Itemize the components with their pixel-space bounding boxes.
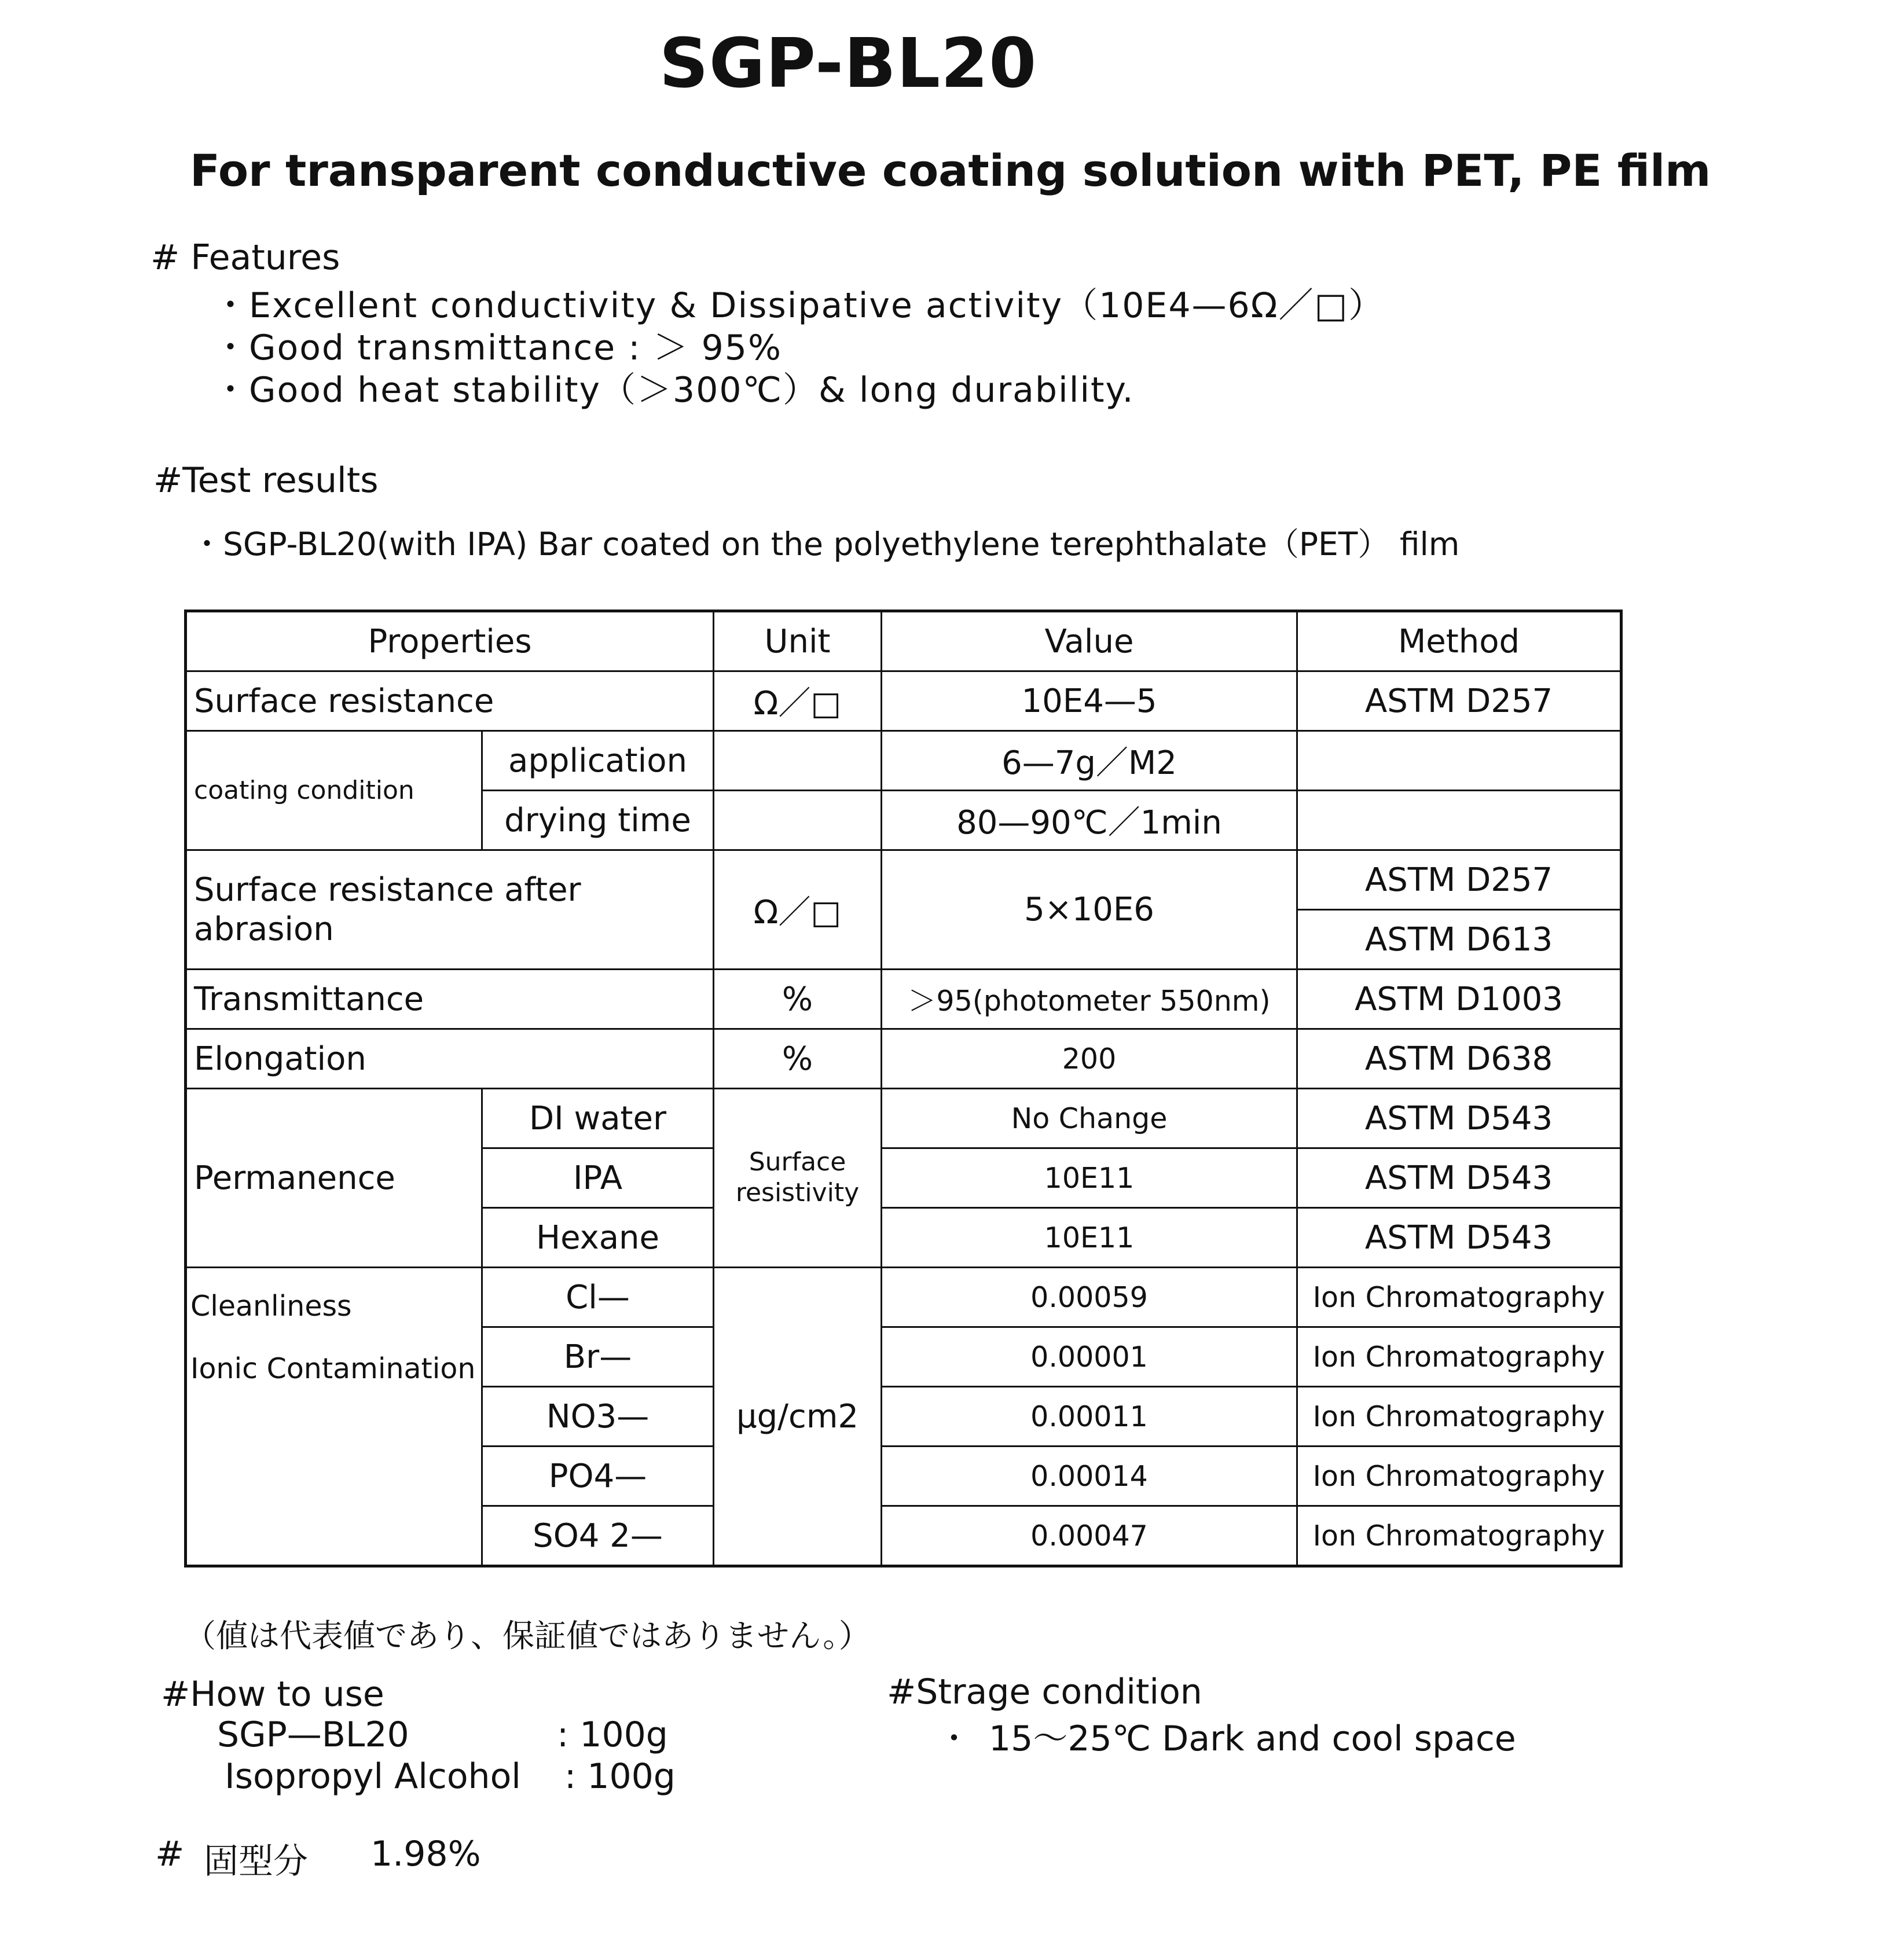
ion-cell: SO4 2— [482,1506,714,1566]
header-value: Value [882,611,1297,671]
solid-content-hash: # [155,1834,185,1874]
unit-cell [714,791,882,850]
value-cell: 200 [882,1029,1297,1089]
value-cell: 0.00011 [882,1387,1297,1447]
header-properties: Properties [186,611,714,671]
method-cell: ASTM D257 [1297,850,1621,910]
feature-item: ・Excellent conductivity & Dissipative activity（10E4—6Ω／□） [213,285,1385,326]
table-row [186,671,1621,731]
table-row [186,731,1621,791]
sub-property-application: application [482,731,714,791]
table-row [186,1268,1621,1327]
solid-content-label: 固型分 [204,1841,308,1882]
unit-cell: % [714,1029,882,1089]
test-note: ・SGP-BL20(with IPA) Bar coated on the polyethylene terephthalate（PET） film [191,526,1460,563]
method-cell: ASTM D543 [1297,1208,1621,1268]
solvent-cell: DI water [482,1089,714,1148]
method-cell: ASTM D1003 [1297,970,1621,1029]
method-cell: ASTM D543 [1297,1089,1621,1148]
method-cell: ASTM D638 [1297,1029,1621,1089]
usage-item-amount: : 100g [557,1715,668,1755]
method-cell: Ion Chromatography [1297,1506,1621,1566]
table-row [186,970,1621,1029]
table-row [186,850,1621,910]
unit-cell: Ω／□ [714,671,882,731]
value-cell: 6—7g／M2 [882,731,1297,791]
value-cell: 0.00047 [882,1506,1297,1566]
value-cell: ＞95(photometer 550nm) [882,970,1297,1029]
storage-condition: 15～25℃ Dark and cool space [989,1719,1516,1759]
unit-cell: Ω／□ [714,850,882,970]
method-cell: ASTM D613 [1297,910,1621,970]
usage-item-name: Isopropyl Alcohol [225,1756,521,1797]
method-cell: Ion Chromatography [1297,1327,1621,1387]
ion-cell: Cl— [482,1268,714,1327]
property-coating-condition: coating condition [186,731,482,850]
property-elongation: Elongation [186,1029,714,1089]
value-cell: 0.00001 [882,1327,1297,1387]
value-cell: 10E11 [882,1148,1297,1208]
solid-content-value: 1.98% [370,1834,481,1874]
how-to-use-heading: #How to use [161,1674,384,1715]
unit-ug-cm2: μg/cm2 [714,1268,882,1566]
table-row [186,1089,1621,1148]
property-permanence: Permanence [186,1089,482,1268]
header-unit: Unit [714,611,882,671]
value-cell: 5×10E6 [882,850,1297,970]
unit-cell [714,731,882,791]
table-row [186,1029,1621,1089]
method-cell: Ion Chromatography [1297,1387,1621,1447]
method-cell [1297,791,1621,850]
feature-item: ・Good transmittance : ＞ 95% [213,328,782,368]
ion-cell: NO3— [482,1387,714,1447]
disclaimer: （値は代表値であり、保証値ではありません。） [184,1617,871,1654]
solvent-cell: Hexane [482,1208,714,1268]
unit-surface-resistivity: Surface resistivity [714,1089,882,1268]
header-method: Method [1297,611,1621,671]
value-cell: 0.00014 [882,1447,1297,1506]
ion-cell: Br— [482,1327,714,1387]
product-title: SGP-BL20 [659,23,1037,103]
method-cell: Ion Chromatography [1297,1268,1621,1327]
ionic-contamination-label: Ionic Contamination [190,1352,476,1385]
property-surface-resistance-after-abrasion: Surface resistance after abrasion [186,850,714,970]
solvent-cell: IPA [482,1148,714,1208]
method-cell: ASTM D543 [1297,1148,1621,1208]
storage-bullet: ・ [938,1720,970,1758]
value-cell: No Change [882,1089,1297,1148]
sub-property-drying-time: drying time [482,791,714,850]
unit-cell: % [714,970,882,1029]
test-results-heading: #Test results [153,460,379,501]
cleanliness-label: Cleanliness [190,1290,352,1323]
usage-item-name: SGP—BL20 [217,1715,409,1755]
properties-table [184,610,1623,1567]
property-surface-resistance: Surface resistance [186,671,714,731]
method-cell: Ion Chromatography [1297,1447,1621,1506]
value-cell: 80—90℃／1min [882,791,1297,850]
usage-item-amount: : 100g [564,1756,676,1797]
method-cell: ASTM D257 [1297,671,1621,731]
method-cell [1297,731,1621,791]
feature-item: ・Good heat stability（＞300℃）& long durability. [213,370,1135,410]
value-cell: 0.00059 [882,1268,1297,1327]
product-subtitle: For transparent conductive coating solution with PET, PE film [190,145,1711,196]
storage-heading: #Strage condition [887,1672,1202,1712]
table-header-row [186,611,1621,671]
value-cell: 10E4—5 [882,671,1297,731]
property-cleanliness [186,1268,482,1566]
features-heading: # Features [151,237,340,278]
property-transmittance: Transmittance [186,970,714,1029]
ion-cell: PO4— [482,1447,714,1506]
value-cell: 10E11 [882,1208,1297,1268]
